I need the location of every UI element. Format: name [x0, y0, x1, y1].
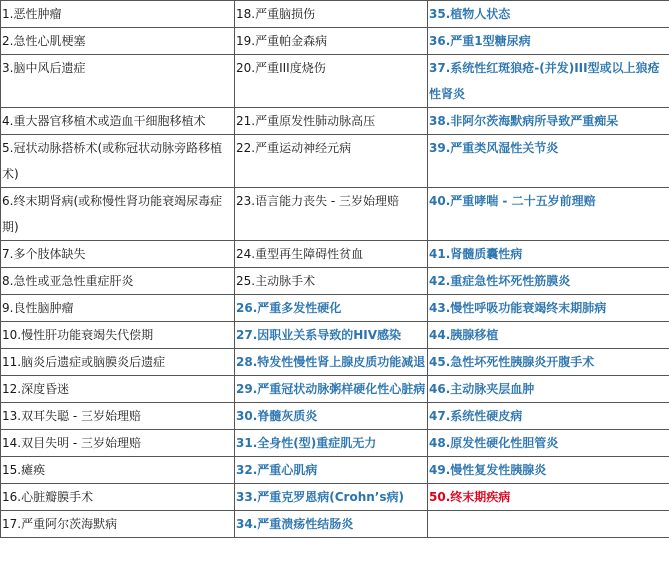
table-cell — [428, 241, 669, 268]
illness-item: 42.重症急性坏死性筋膜炎 — [429, 274, 571, 288]
illness-item: 49.慢性复发性胰腺炎 — [429, 463, 547, 477]
table-row — [1, 403, 669, 430]
illness-item: 48.原发性硬化性胆管炎 — [429, 436, 559, 450]
table-cell — [235, 1, 428, 28]
table-cell — [1, 1, 235, 28]
illness-item: 44.胰腺移植 — [429, 328, 499, 342]
table-cell — [235, 295, 428, 322]
table-row — [1, 241, 669, 268]
table-cell — [428, 188, 669, 241]
illness-item: 47.系统性硬皮病 — [429, 409, 523, 423]
table-cell — [235, 349, 428, 376]
table-cell — [235, 55, 428, 108]
illness-item: 25.主动脉手术 — [236, 274, 316, 288]
table-cell — [235, 268, 428, 295]
table-cell — [1, 376, 235, 403]
illness-item: 14.双目失明 - 三岁始理赔 — [2, 436, 142, 450]
illness-item: 18.严重脑损伤 — [236, 7, 316, 21]
table-row — [1, 349, 669, 376]
table-cell — [235, 511, 428, 538]
table-cell — [235, 28, 428, 55]
table-cell — [428, 1, 669, 28]
illness-item: 30.脊髓灰质炎 — [236, 409, 318, 423]
illness-item: 10.慢性肝功能衰竭失代偿期 — [2, 328, 154, 342]
table-cell — [1, 28, 235, 55]
table-row — [1, 457, 669, 484]
illness-item: 46.主动脉夹层血肿 — [429, 382, 535, 396]
table-cell — [235, 108, 428, 135]
table-cell — [235, 430, 428, 457]
table-cell — [428, 349, 669, 376]
table-cell — [235, 403, 428, 430]
illness-item: 22.严重运动神经元病 — [236, 141, 352, 155]
table-cell — [235, 376, 428, 403]
illness-item: 13.双耳失聪 - 三岁始理赔 — [2, 409, 142, 423]
illness-item: 43.慢性呼吸功能衰竭终末期肺病 — [429, 301, 607, 315]
illness-item: 23.语言能力丧失 - 三岁始理赔 — [236, 194, 400, 208]
illness-item: 35.植物人状态 — [429, 7, 511, 21]
illness-item: 8.急性或亚急性重症肝炎 — [2, 274, 134, 288]
table-cell — [428, 135, 669, 188]
illness-item: 16.心脏瓣膜手术 — [2, 490, 94, 504]
illness-item: 36.严重1型糖尿病 — [429, 34, 531, 48]
table-row — [1, 322, 669, 349]
table-row — [1, 108, 669, 135]
table-cell — [1, 511, 235, 538]
illness-item: 15.瘫痪 — [2, 463, 46, 477]
table-row — [1, 188, 669, 241]
illness-item: 4.重大器官移植术或造血干细胞移植术 — [2, 114, 206, 128]
table-cell — [1, 135, 235, 188]
table-cell — [235, 241, 428, 268]
illness-item: 6.终末期肾病(或称慢性肾功能衰竭尿毒症期) — [2, 194, 223, 234]
table-cell — [1, 484, 235, 511]
illness-item: 1.恶性肿瘤 — [2, 7, 62, 21]
table-row — [1, 430, 669, 457]
table-cell — [235, 457, 428, 484]
table-cell — [1, 188, 235, 241]
table-cell — [428, 28, 669, 55]
table-cell — [1, 55, 235, 108]
table-cell — [1, 430, 235, 457]
table-cell — [1, 268, 235, 295]
illness-item: 33.严重克罗恩病(Crohn’s病) — [236, 490, 404, 504]
illness-item: 28.特发性慢性肾上腺皮质功能减退 — [236, 355, 426, 369]
illness-item: 9.良性脑肿瘤 — [2, 301, 74, 315]
table-row — [1, 55, 669, 108]
table-cell — [1, 457, 235, 484]
table-cell — [428, 376, 669, 403]
table-cell-empty — [428, 511, 669, 538]
table-row — [1, 511, 669, 538]
table-row — [1, 135, 669, 188]
illness-item: 11.脑炎后遗症或脑膜炎后遗症 — [2, 355, 166, 369]
illness-item: 21.严重原发性肺动脉高压 — [236, 114, 376, 128]
table-cell — [235, 322, 428, 349]
table-cell — [235, 188, 428, 241]
illness-item: 37.系统性红斑狼疮-(并发)III型或以上狼疮性肾炎 — [429, 61, 660, 101]
illness-item: 20.严重III度烧伤 — [236, 61, 326, 75]
table-cell — [1, 108, 235, 135]
illness-item: 31.全身性(型)重症肌无力 — [236, 436, 377, 450]
table-cell — [235, 135, 428, 188]
table-cell — [428, 457, 669, 484]
table-row — [1, 268, 669, 295]
table-cell — [1, 349, 235, 376]
illness-item: 40.严重哮喘 - 二十五岁前理赔 — [429, 194, 596, 208]
table-cell — [428, 322, 669, 349]
table-row — [1, 28, 669, 55]
table-cell — [428, 484, 669, 511]
table-cell — [1, 403, 235, 430]
illness-item: 34.严重溃疡性结肠炎 — [236, 517, 354, 531]
table-cell — [428, 268, 669, 295]
table-row — [1, 484, 669, 511]
illness-item: 19.严重帕金森病 — [236, 34, 328, 48]
table-cell — [428, 295, 669, 322]
illness-item: 3.脑中风后遗症 — [2, 61, 86, 75]
table-cell — [1, 241, 235, 268]
illness-item: 2.急性心肌梗塞 — [2, 34, 86, 48]
illness-item: 29.严重冠状动脉粥样硬化性心脏病 — [236, 382, 426, 396]
table-cell — [1, 322, 235, 349]
illness-item: 41.肾髓质囊性病 — [429, 247, 523, 261]
illness-item: 27.因职业关系导致的HIV感染 — [236, 328, 402, 342]
illness-item: 32.严重心肌病 — [236, 463, 318, 477]
illness-item: 17.严重阿尔茨海默病 — [2, 517, 118, 531]
illness-item: 5.冠状动脉搭桥术(或称冠状动脉旁路移植术) — [2, 141, 223, 181]
table-row — [1, 295, 669, 322]
illness-item: 39.严重类风湿性关节炎 — [429, 141, 559, 155]
table-row — [1, 1, 669, 28]
illness-item-highlight: 50.终末期疾病 — [429, 490, 511, 504]
table-cell — [1, 295, 235, 322]
table-cell — [428, 108, 669, 135]
illness-item: 45.急性坏死性胰腺炎开腹手术 — [429, 355, 595, 369]
table-cell — [428, 403, 669, 430]
illness-item: 38.非阿尔茨海默病所导致严重痴呆 — [429, 114, 619, 128]
table-cell — [428, 430, 669, 457]
illness-item: 24.重型再生障碍性贫血 — [236, 247, 364, 261]
table-cell — [235, 484, 428, 511]
illness-item: 7.多个肢体缺失 — [2, 247, 86, 261]
illness-item: 26.严重多发性硬化 — [236, 301, 342, 315]
table-cell — [428, 55, 669, 108]
illness-item: 12.深度昏迷 — [2, 382, 70, 396]
table-row — [1, 376, 669, 403]
